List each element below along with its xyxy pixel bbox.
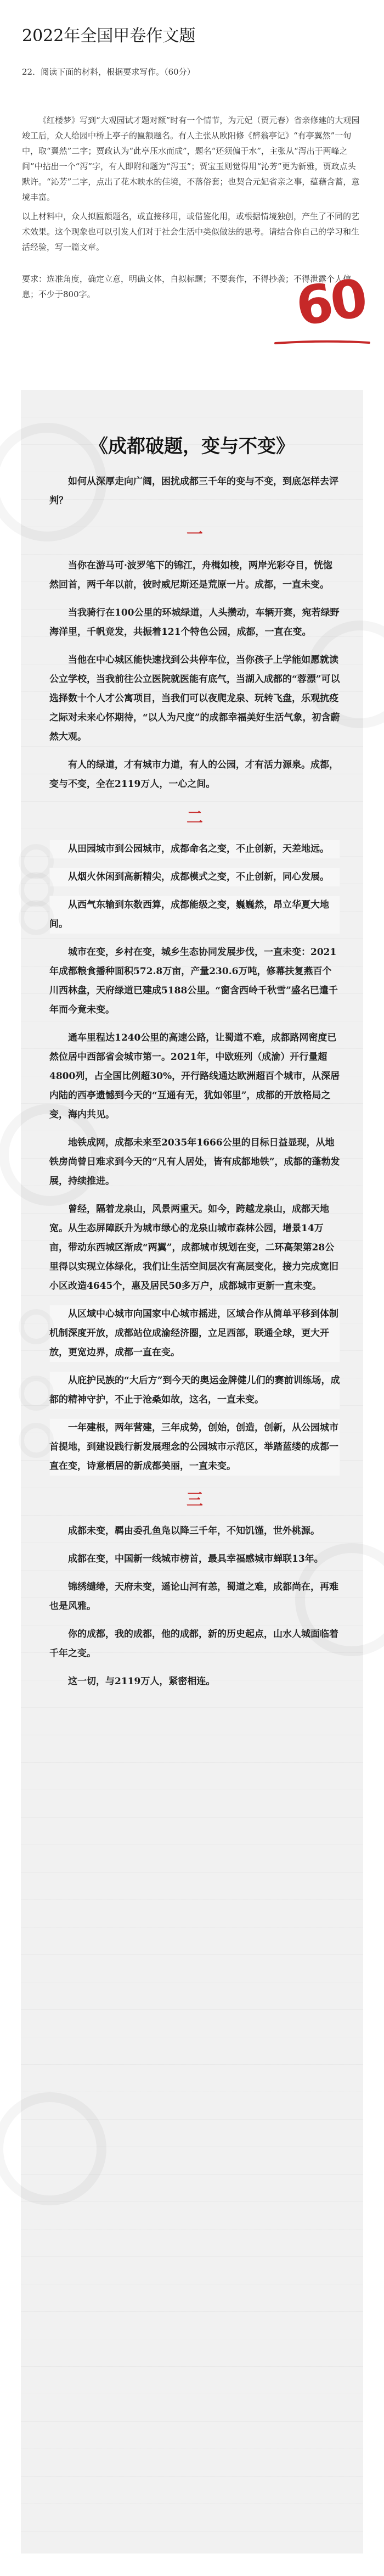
essay-paragraph: 地铁成网，成都未来至2035年1666公里的目标日益显现，从地铁房尚曾日难求到今天的“凡有人居处，皆有成都地铁”，成都的蓬勃发展，持续推进。 xyxy=(49,1137,340,1187)
essay-paragraph: 一年建根，两年营建，三年成势，创始，创造，创新，从公园城市首提地，到建设践行新发展理念的公园城市示范区，举踏蓝缕的成都一直在变，诗意栖居的新成都美丽，一直未变。 xyxy=(49,1418,340,1476)
essay-paragraph: 从区域中心城市向国家中心城市摇进，区域合作从简单平移到体制机制深度开放，成都站位成渝经济圈，立足西部，联通全球，更大开放，更宽边界，成都一直在变。 xyxy=(49,1305,340,1362)
section-marker: 二 xyxy=(187,808,203,828)
material-text xyxy=(22,113,362,208)
score-underline-icon xyxy=(274,339,370,345)
essay-paragraph: 从西气东输到东数西算，成都能级之变，巍巍然，昂立华夏大地间。 xyxy=(49,896,340,934)
essay-title: 《成都破题，变与不变》 xyxy=(89,435,295,457)
essay-paragraph: 成都在变，中国新一线城市榜首，最具幸福感城市蝉联13年。 xyxy=(68,1554,324,1564)
requirement-paragraph: 要求：选准角度，确定立意，明确文体，自拟标题；不要套作，不得抄袭；不得泄露个人信息；不少于800字。 xyxy=(22,274,352,299)
essay-paragraph: 从烟火休闲到高新精尖，成都模式之变，不止创新，同心发展。 xyxy=(49,868,340,887)
question-prompt: 22．阅读下面的材料，根据要求写作。（60分） xyxy=(22,67,195,77)
essay-paragraph: 通车里程达1240公里的高速公路，让蜀道不难，成都路网密度已然位居中西部省会城市第一。2021年，中欧班列（成渝）开行量超4800列，占全国比例超30%，开行路线通达欧洲超百个城市，从深居内陆的西亭遗憾到今天的“互通有无，犹如邻里”，成都的开放格局之变，海内共见。 xyxy=(49,1032,340,1120)
requirement-paragraph: 以上材料中，众人拟匾额题名，或直接移用，或借鉴化用，或根据情境独创，产生了不同的艺术效果。这个现象也可以引发人们对于社会生活中类似做法的思考。请结合你自己的学习和生活经验，写一篇文章。 xyxy=(22,211,360,252)
watermark-icon xyxy=(0,2092,106,2205)
score-mark: 60 xyxy=(292,267,369,338)
essay-paragraph: 城市在变，乡村在变，城乡生态协同发展步伐，一直未变：2021年成都粮食播种面积572.8万亩，产量230.6万吨，修幕扶复燕百个川西林盘，天府绿道已建成5188公里。“窗含西岭千秋雪”盛名已遣千年而今竟未变。 xyxy=(49,947,338,1015)
essay-paragraph: 如何从深厚走向广阔，困扰成都三千年的变与不变，到底怎样去评判？ xyxy=(49,476,338,506)
essay-paragraph: 锦绣缱绻，天府未变，遥论山河有恙，蜀道之难，成都尚在，再难也是风雅。 xyxy=(49,1582,338,1612)
essay-paragraph: 你的成都，我的成都，他的成都，新的历史起点，山水人城面临着千年之变。 xyxy=(49,1629,338,1659)
section-marker: 三 xyxy=(187,1490,203,1510)
essay-paragraph: 当他在中心城区能快速找到公共停车位，当你孩子上学能如愿就读公立学校，当我前往公立医院就医能有底气，当湖入成都的“蓉漂”可以选择数十个人才公寓项目，当我们可以夜爬龙泉、玩转飞盘，乐观抗疫之际对未来心怀期待，“以人为尺度”的成都幸福美好生活气象，初含蔚然大观。 xyxy=(49,655,340,742)
essay-paragraph: 有人的绿道，才有城市力道，有人的公园，才有活力源泉。成都，变与不变，全在2119万人，一心之间。 xyxy=(49,759,338,790)
page-title: 2022年全国甲卷作文题 xyxy=(22,26,196,46)
essay-body xyxy=(49,472,340,1700)
essay-paragraph: 这一切，与2119万人，紧密相连。 xyxy=(68,1676,216,1687)
essay-paragraph: 从庇护民族的“大后方”到今天的奥运金牌健儿们的赛前训练场，成都的精神守护，不止于沧桑如故，这名，一直未变。 xyxy=(49,1371,340,1410)
material-paragraph: 《红楼梦》写到“大观园试才题对额”时有一个情节，为元妃（贾元春）省亲修建的大观园竣工后，众人给园中桥上亭子的匾额题名。有人主张从欧阳修《醉翁亭记》“有亭翼然”一句中，取“翼然”二字；贾政认为“此亭压水而成”，题名“还须偏于水”，主张从“泻出于两峰之间”中拈出一个“泻”字，有人即附和题为“泻玉”；贾宝玉则觉得用“沁芳”更为新雅，贾政点头默许。“沁芳”二字，点出了花木映水的佳境，不落俗套；也契合元妃省亲之事，蕴藉含蓄，意境丰富。 xyxy=(22,115,360,202)
essay-paragraph: 成都未变，羁由委孔鱼凫以降三千年，不知饥馑，世外桃源。 xyxy=(68,1526,320,1536)
essay-paragraph: 曾经，隔着龙泉山，风景两重天。如今，跨越龙泉山，成都天地宽。从生态屏障跃升为城市绿心的龙泉山城市森林公园，增景14万亩，带动东西城区渐成“两翼”，成都城市规划在变，二环高架第28公里得以实现立体绿化，我们让生活空间层次有高层变化，接力完成宽旧小区改造4645个，惠及居民50多万户，成都城市更新一直未变。 xyxy=(49,1204,338,1292)
section-marker: 一 xyxy=(187,525,203,544)
essay-paragraph: 当我骑行在100公里的环城绿道，人头攒动，车辆开赛，宛若绿野海洋里，千帆竞发，共振着121个特色公园，成都，一直在变。 xyxy=(49,607,340,638)
essay-paragraph: 当你在游马可·波罗笔下的锦江，舟楫如梭，两岸光彩夺目，恍惚然回首，两千年以前，彼时威尼斯还是荒原一片。成都，一直未变。 xyxy=(49,560,332,590)
essay-paragraph: 从田园城市到公园城市，成都命名之变，不止创新，天差地远。 xyxy=(49,840,340,859)
